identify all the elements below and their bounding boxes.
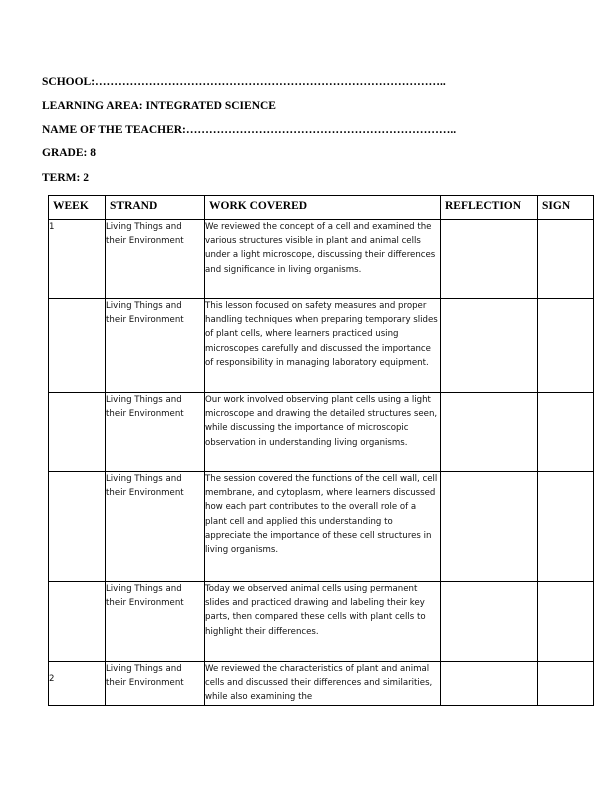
strand-cell: Living Things and their Environment xyxy=(106,582,205,662)
work-covered-cell: We reviewed the characteristics of plant and animal cells and discussed their differences and similarities, while also examining the xyxy=(205,662,441,706)
reflection-cell[interactable] xyxy=(441,662,538,706)
week-cell xyxy=(49,393,106,472)
teacher-name-line: NAME OF THE TEACHER:…………………………………………………………….. xyxy=(42,124,457,136)
sign-cell[interactable] xyxy=(538,220,594,299)
reflection-cell[interactable] xyxy=(441,472,538,582)
term-line: TERM: 2 xyxy=(42,172,89,184)
record-of-work-table xyxy=(48,195,594,706)
sign-cell[interactable] xyxy=(538,393,594,472)
table-row xyxy=(49,582,594,662)
learning-area-line: LEARNING AREA: INTEGRATED SCIENCE xyxy=(42,100,276,112)
reflection-cell[interactable] xyxy=(441,220,538,299)
table-row xyxy=(49,393,594,472)
work-covered-cell: Today we observed animal cells using permanent slides and practiced drawing and labeling their key parts, then compared these cells with plant cells to highlight their differences. xyxy=(205,582,441,662)
week-cell xyxy=(49,472,106,582)
column-header-work-covered: WORK COVERED xyxy=(205,196,441,220)
strand-cell: Living Things and their Environment xyxy=(106,472,205,582)
strand-cell: Living Things and their Environment xyxy=(106,393,205,472)
grade-line: GRADE: 8 xyxy=(42,147,96,159)
week-cell: 1 xyxy=(49,220,106,299)
strand-cell: Living Things and their Environment xyxy=(106,662,205,706)
strand-cell: Living Things and their Environment xyxy=(106,220,205,299)
sign-cell[interactable] xyxy=(538,472,594,582)
week-cell: 2 xyxy=(49,662,106,706)
column-header-week: WEEK xyxy=(49,196,106,220)
reflection-cell[interactable] xyxy=(441,299,538,393)
sign-cell[interactable] xyxy=(538,299,594,393)
reflection-cell[interactable] xyxy=(441,393,538,472)
column-header-strand: STRAND xyxy=(106,196,205,220)
column-header-reflection: REFLECTION xyxy=(441,196,538,220)
table-row xyxy=(49,472,594,582)
table-row xyxy=(49,662,594,706)
sign-cell[interactable] xyxy=(538,662,594,706)
work-covered-cell: Our work involved observing plant cells using a light microscope and drawing the detailed structures seen, while discussing the importance of microscopic observation in understanding living organisms. xyxy=(205,393,441,472)
column-header-sign: SIGN xyxy=(538,196,594,220)
strand-cell: Living Things and their Environment xyxy=(106,299,205,393)
sign-cell[interactable] xyxy=(538,582,594,662)
work-covered-cell: The session covered the functions of the cell wall, cell membrane, and cytoplasm, where learners discussed how each part contributes to the overall role of a plant cell and applied this understanding to appreciate the importance of these cell structures in living organisms. xyxy=(205,472,441,582)
reflection-cell[interactable] xyxy=(441,582,538,662)
week-cell xyxy=(49,582,106,662)
table-header-row xyxy=(49,196,594,220)
school-line: SCHOOL:……………………………………………………………………………….. xyxy=(42,76,446,88)
work-covered-cell: This lesson focused on safety measures and proper handling techniques when preparing temporary slides of plant cells, where learners practiced using microscopes carefully and discussed the importance of responsibility in managing laboratory equipment. xyxy=(205,299,441,393)
table-row xyxy=(49,220,594,299)
work-covered-cell: We reviewed the concept of a cell and examined the various structures visible in plant and animal cells under a light microscope, discussing their differences and significance in living organisms. xyxy=(205,220,441,299)
table-row xyxy=(49,299,594,393)
week-cell xyxy=(49,299,106,393)
